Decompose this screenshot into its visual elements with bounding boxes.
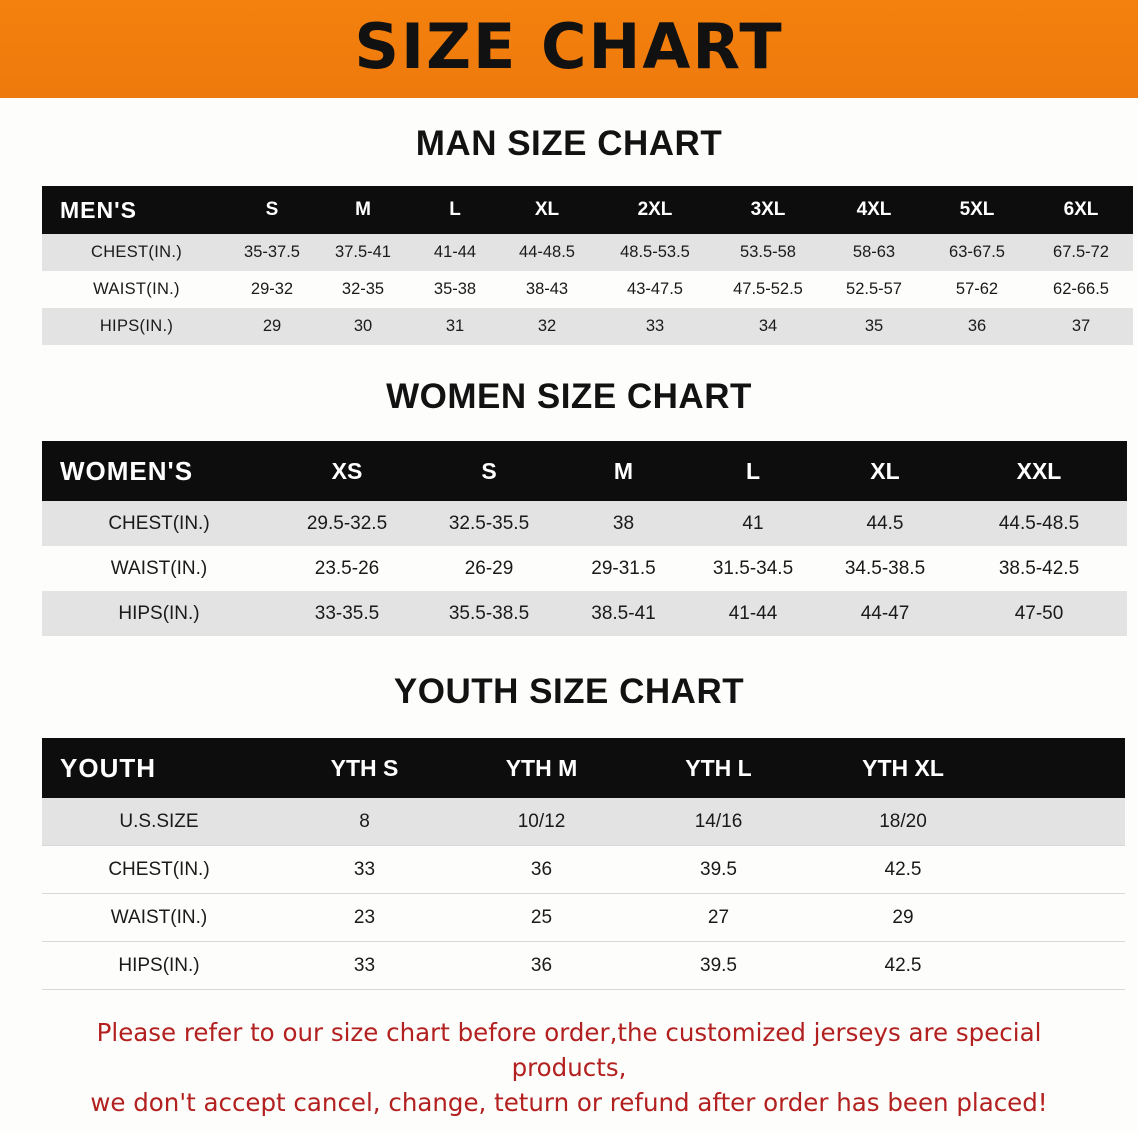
youth-header-l: YTH L	[685, 754, 752, 781]
women-header-label: WOMEN'S	[60, 455, 194, 486]
youth-ussize-m: 10/12	[517, 810, 566, 832]
man-hips-4xl: 35	[864, 317, 884, 335]
man-chest-m: 37.5-41	[335, 243, 391, 261]
youth-hips-l: 39.5	[630, 942, 807, 990]
man-header-label: MEN'S	[60, 196, 137, 223]
man-chest-l: 41-44	[433, 243, 477, 261]
policy-note-line-2: we don't accept cancel, change, teturn or refund after order has been placed!	[90, 1087, 1048, 1117]
table-row	[42, 591, 1127, 636]
youth-row-chest-label: CHEST(IN.)	[42, 846, 276, 894]
youth-chest-xl: 42.5	[807, 846, 999, 894]
man-header-2xl: 2XL	[637, 199, 673, 220]
man-hips-5xl: 36	[967, 317, 987, 335]
youth-waist-m: 25	[453, 894, 630, 942]
women-table-head	[42, 441, 1127, 501]
women-waist-l: 31.5-34.5	[712, 557, 794, 579]
youth-section-title: YOUTH SIZE CHART	[393, 672, 745, 711]
women-waist-s: 26-29	[464, 557, 514, 579]
women-row-chest-label: CHEST(IN.)	[108, 512, 210, 534]
man-hips-2xl: 33	[645, 317, 665, 335]
women-hips-xl: 44-47	[860, 602, 910, 624]
man-row-waist-label: WAIST(IN.)	[93, 280, 180, 298]
women-chest-xl: 44.5	[866, 512, 904, 534]
women-row-waist-label: WAIST(IN.)	[110, 557, 208, 579]
women-header-s: S	[481, 457, 497, 484]
man-hips-3xl: 34	[758, 317, 778, 335]
man-table-body	[42, 234, 1133, 345]
women-header-xs: XS	[331, 457, 363, 484]
women-table-wrap	[42, 441, 1096, 636]
youth-hips-pad	[999, 942, 1125, 990]
women-chest-m: 38	[612, 512, 635, 534]
man-chest-2xl: 48.5-53.5	[620, 243, 690, 261]
table-row	[42, 894, 1125, 942]
youth-header-row	[42, 738, 1125, 798]
youth-hips-m: 36	[453, 942, 630, 990]
youth-waist-s: 23	[276, 894, 453, 942]
women-header-xxl: XXL	[1016, 457, 1062, 484]
man-waist-2xl: 43-47.5	[627, 280, 683, 298]
women-hips-m: 38.5-41	[591, 602, 656, 624]
table-row	[42, 308, 1133, 345]
man-hips-l: 31	[445, 317, 465, 335]
man-waist-5xl: 57-62	[955, 280, 999, 298]
man-hips-xl: 32	[537, 317, 557, 335]
man-header-xl: XL	[534, 199, 560, 220]
table-row	[42, 942, 1125, 990]
youth-chest-l: 39.5	[630, 846, 807, 894]
man-header-row	[42, 186, 1133, 234]
women-chest-xs: 29.5-32.5	[306, 512, 388, 534]
youth-row-hips-label: HIPS(IN.)	[42, 942, 276, 990]
table-row	[42, 846, 1125, 894]
women-header-xl: XL	[870, 457, 900, 484]
women-chest-s: 32.5-35.5	[448, 512, 530, 534]
youth-chest-m: 36	[453, 846, 630, 894]
women-size-table	[42, 441, 1127, 636]
women-chest-l: 41	[742, 512, 764, 534]
women-table-body	[42, 501, 1127, 636]
man-hips-m: 30	[353, 317, 373, 335]
page-banner	[0, 0, 1138, 98]
man-header-4xl: 4XL	[856, 199, 892, 220]
youth-ussize-pad	[999, 798, 1125, 846]
youth-row-ussize-label: U.S.SIZE	[119, 810, 199, 832]
man-waist-3xl: 47.5-52.5	[733, 280, 803, 298]
man-header-5xl: 5XL	[959, 199, 995, 220]
youth-ussize-xl: 18/20	[879, 810, 927, 832]
policy-note	[40, 1016, 1098, 1120]
women-hips-l: 41-44	[728, 602, 778, 624]
women-row-hips-label: HIPS(IN.)	[118, 602, 200, 624]
table-row	[42, 501, 1127, 546]
youth-header-m: YTH M	[505, 754, 578, 781]
man-size-table	[42, 186, 1133, 345]
youth-ussize-l: 14/16	[694, 810, 743, 832]
youth-header-s: YTH S	[330, 754, 399, 781]
man-waist-xl: 38-43	[525, 280, 569, 298]
youth-header-label: YOUTH	[60, 752, 156, 783]
youth-header-pad	[999, 738, 1125, 798]
women-waist-m: 29-31.5	[591, 557, 656, 579]
youth-table-wrap	[42, 738, 1096, 990]
women-header-row	[42, 441, 1127, 501]
man-section-title: MAN SIZE CHART	[415, 124, 723, 163]
man-header-l: L	[449, 199, 461, 220]
man-header-3xl: 3XL	[750, 199, 786, 220]
man-chest-3xl: 53.5-58	[740, 243, 796, 261]
man-hips-s: 29	[262, 317, 282, 335]
man-chest-s: 35-37.5	[244, 243, 300, 261]
youth-waist-l: 27	[630, 894, 807, 942]
man-header-m: M	[355, 199, 371, 220]
man-chest-5xl: 63-67.5	[949, 243, 1005, 261]
man-row-chest-label: CHEST(IN.)	[91, 243, 182, 261]
table-row	[42, 234, 1133, 271]
man-row-hips-label: HIPS(IN.)	[99, 317, 174, 335]
man-waist-s: 29-32	[250, 280, 294, 298]
youth-hips-xl: 42.5	[807, 942, 999, 990]
man-chest-xl: 44-48.5	[519, 243, 575, 261]
women-waist-xxl: 38.5-42.5	[998, 557, 1080, 579]
man-waist-4xl: 52.5-57	[846, 280, 902, 298]
women-hips-xxl: 47-50	[1014, 602, 1064, 624]
table-row	[42, 271, 1133, 308]
man-chest-6xl: 67.5-72	[1053, 243, 1109, 261]
page-title: SIZE CHART	[354, 10, 784, 83]
man-waist-6xl: 62-66.5	[1053, 280, 1109, 298]
youth-row-waist-label: WAIST(IN.)	[42, 894, 276, 942]
man-table-head	[42, 186, 1133, 234]
youth-table-body	[42, 798, 1125, 990]
table-row	[42, 798, 1125, 846]
youth-waist-pad	[999, 894, 1125, 942]
youth-chest-s: 33	[276, 846, 453, 894]
youth-header-xl: YTH XL	[862, 754, 944, 781]
youth-size-table	[42, 738, 1125, 990]
youth-chest-pad	[999, 846, 1125, 894]
women-hips-xs: 33-35.5	[314, 602, 380, 624]
man-header-s: S	[265, 199, 279, 220]
women-header-l: L	[745, 457, 761, 484]
man-hips-6xl: 37	[1071, 317, 1091, 335]
women-section-title: WOMEN SIZE CHART	[386, 377, 752, 416]
table-row	[42, 546, 1127, 591]
women-waist-xs: 23.5-26	[314, 557, 380, 579]
man-header-6xl: 6XL	[1063, 199, 1099, 220]
women-chest-xxl: 44.5-48.5	[998, 512, 1080, 534]
women-hips-s: 35.5-38.5	[448, 602, 530, 624]
youth-hips-s: 33	[276, 942, 453, 990]
man-chest-4xl: 58-63	[852, 243, 896, 261]
youth-ussize-s: 8	[359, 810, 370, 832]
policy-note-line-1: Please refer to our size chart before order,the customized jerseys are special products,	[96, 1018, 1042, 1082]
youth-table-head	[42, 738, 1125, 798]
man-table-wrap	[42, 186, 1109, 345]
youth-waist-xl: 29	[807, 894, 999, 942]
women-waist-xl: 34.5-38.5	[844, 557, 926, 579]
man-waist-m: 32-35	[341, 280, 385, 298]
man-waist-l: 35-38	[433, 280, 477, 298]
women-header-m: M	[613, 457, 634, 484]
